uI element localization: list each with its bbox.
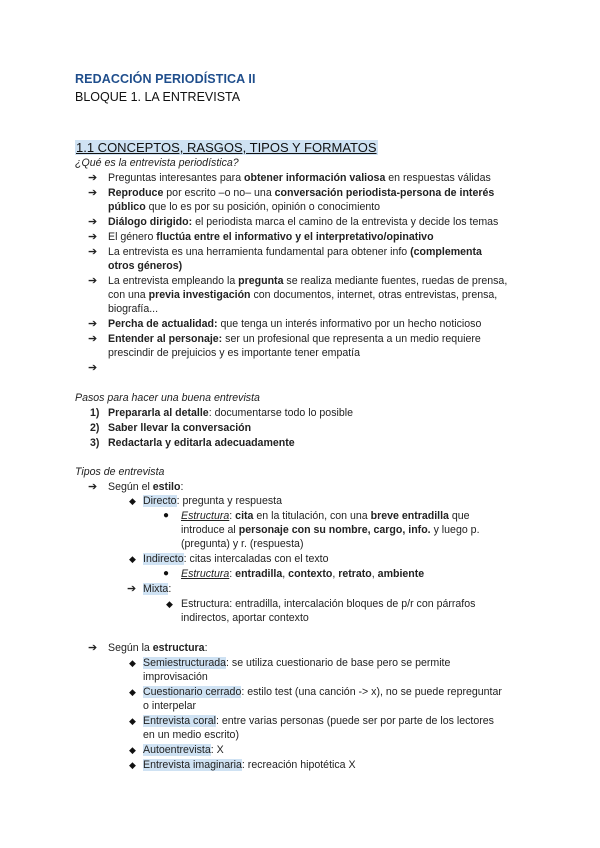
list-item: Según la estructura: xyxy=(108,642,208,654)
diamond-bullet-icon: ◆ xyxy=(129,496,136,506)
sub-sub-item-continued: indirectos, aportar contexto xyxy=(181,612,309,624)
arrow-icon: ➔ xyxy=(88,187,98,199)
sub-item: Semiestructurada: se utiliza cuestionario de base pero se permite xyxy=(143,657,451,669)
sub-item-continued: en un medio escrito) xyxy=(143,729,239,741)
list-item: Preguntas interesantes para obtener información valiosa en respuestas válidas xyxy=(108,172,491,184)
sub-sub-item: Estructura: entradilla, intercalación bloques de p/r con párrafos xyxy=(181,598,476,610)
document-subtitle: BLOQUE 1. LA ENTREVISTA xyxy=(75,90,241,104)
list-item: La entrevista es una herramienta fundamental para obtener info (complementa xyxy=(108,246,482,258)
arrow-icon: ➔ xyxy=(88,362,98,374)
diamond-bullet-icon: ◆ xyxy=(129,745,136,755)
sub-item: Entrevista imaginaria: recreación hipotética X xyxy=(143,759,356,771)
arrow-icon: ➔ xyxy=(88,246,98,258)
sub-item: Entrevista coral: entre varias personas (puede ser por parte de los lectores xyxy=(143,715,494,727)
sub-item: Mixta: xyxy=(143,583,172,595)
types-heading: Tipos de entrevista xyxy=(75,466,165,478)
diamond-bullet-icon: ◆ xyxy=(129,760,136,770)
list-item: El género fluctúa entre el informativo y el interpretativo/opinativo xyxy=(108,231,434,243)
sub-item-continued: improvisación xyxy=(143,671,208,683)
sub-item: Cuestionario cerrado: estilo test (una canción -> x), no se puede repreguntar xyxy=(143,686,502,698)
sub-sub-item-continued: (pregunta) y r. (respuesta) xyxy=(181,538,304,550)
arrow-icon: ➔ xyxy=(88,481,98,493)
step-number: 1) xyxy=(90,407,100,419)
dot-bullet-icon: ● xyxy=(163,510,170,521)
diamond-bullet-icon: ◆ xyxy=(129,554,136,564)
steps-heading: Pasos para hacer una buena entrevista xyxy=(75,392,260,404)
diamond-bullet-icon: ◆ xyxy=(129,716,136,726)
step-item: Prepararla al detalle: documentarse todo lo posible xyxy=(108,407,353,419)
list-item-continued: prescindir de prejuicios y es importante tener empatía xyxy=(108,347,361,359)
list-item: Diálogo dirigido: el periodista marca el camino de la entrevista y decide los temas xyxy=(108,216,499,228)
document-title: REDACCIÓN PERIODÍSTICA II xyxy=(75,72,256,86)
section-heading: 1.1 CONCEPTOS, RASGOS, TIPOS Y FORMATOS xyxy=(76,140,377,155)
arrow-icon: ➔ xyxy=(88,172,98,184)
diamond-bullet-icon: ◆ xyxy=(129,687,136,697)
step-item: Saber llevar la conversación xyxy=(108,422,252,434)
step-item: Redactarla y editarla adecuadamente xyxy=(108,437,295,449)
arrow-icon: ➔ xyxy=(88,318,98,330)
dot-bullet-icon: ● xyxy=(163,568,170,579)
sub-item: Directo: pregunta y respuesta xyxy=(143,495,282,507)
diamond-bullet-icon: ◆ xyxy=(166,599,173,609)
sub-item: Autoentrevista: X xyxy=(143,744,224,756)
arrow-icon: ➔ xyxy=(127,583,137,595)
sub-sub-item-continued: introduce al personaje con su nombre, cargo, info. y luego p. xyxy=(181,524,480,536)
arrow-icon: ➔ xyxy=(88,231,98,243)
list-item-continued: biografía... xyxy=(108,303,159,315)
list-item: La entrevista empleando la pregunta se realiza mediante fuentes, ruedas de prensa, xyxy=(108,275,508,287)
list-item: Percha de actualidad: que tenga un interés informativo por un hecho noticioso xyxy=(108,318,482,330)
section-question: ¿Qué es la entrevista periodística? xyxy=(75,157,239,169)
list-item: Reproduce por escrito –o no– una conversación periodista-persona de interés xyxy=(108,187,495,199)
step-number: 3) xyxy=(90,437,100,449)
list-item-continued: con una previa investigación con documentos, internet, otras entrevistas, prensa, xyxy=(108,289,498,301)
arrow-icon: ➔ xyxy=(88,642,98,654)
sub-sub-item: Estructura: cita en la titulación, con una breve entradilla que xyxy=(181,510,470,522)
arrow-icon: ➔ xyxy=(88,216,98,228)
arrow-icon: ➔ xyxy=(88,333,98,345)
arrow-icon: ➔ xyxy=(88,275,98,287)
list-item-continued: público que lo es por su posición, opinión o conocimiento xyxy=(108,201,381,213)
list-item: Según el estilo: xyxy=(108,481,184,493)
sub-item: Indirecto: citas intercaladas con el texto xyxy=(143,553,329,565)
diamond-bullet-icon: ◆ xyxy=(129,658,136,668)
sub-sub-item: Estructura: entradilla, contexto, retrato, ambiente xyxy=(181,568,425,580)
list-item: Entender al personaje: ser un profesional que representa a un medio requiere xyxy=(108,333,481,345)
step-number: 2) xyxy=(90,422,100,434)
sub-item-continued: o interpelar xyxy=(143,700,196,712)
list-item-continued: otros géneros) xyxy=(108,260,183,272)
